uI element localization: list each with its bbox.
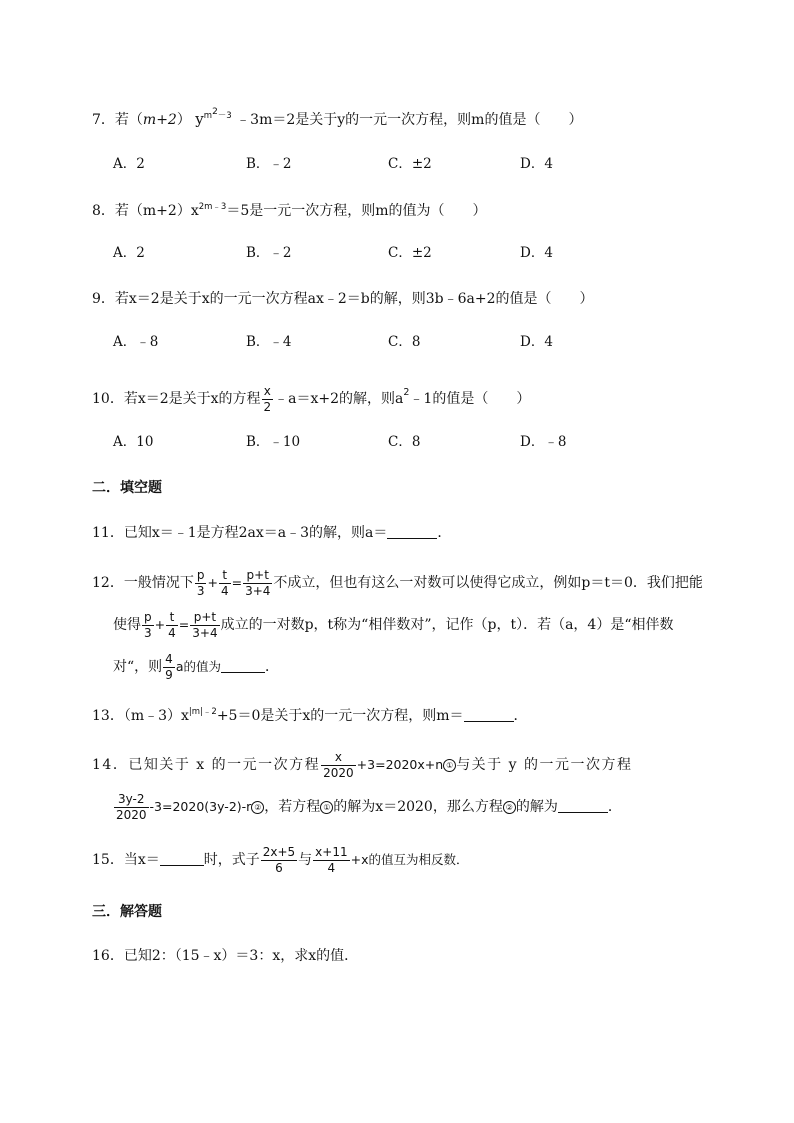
q12-fraction-p-2: $\frac{p}{3}$ xyxy=(144,609,152,640)
question-15 xyxy=(92,838,468,882)
question-16: 16．已知2：（15﹣x）＝3：x，求x的值． xyxy=(92,948,359,964)
q10-tail: ﹣1的值是（ ） xyxy=(409,391,531,407)
q10-option-b[interactable]: B．﹣10 xyxy=(246,434,301,450)
section-answer-heading: 三．解答题 xyxy=(92,904,162,920)
q8-body: ＝5是一元一次方程，则m的值为（ ） xyxy=(226,203,487,219)
q14-end: ． xyxy=(607,799,622,815)
q12-line1-text: 不成立，但也有这么一对数可以使得它成立，例如p＝t＝0．我们把能 xyxy=(273,575,703,591)
q15-and: 与 xyxy=(298,852,313,868)
q9-option-d[interactable]: D．4 xyxy=(520,334,553,350)
question-14-line-1 xyxy=(92,744,702,786)
q14-equation-2: -3=2020(3y-2)-r xyxy=(149,799,252,814)
q11-answer-blank[interactable] xyxy=(387,526,437,539)
question-11 xyxy=(92,526,451,540)
question-9: 9．若x＝2是关于x的一元一次方程ax﹣2＝b的解，则3b﹣6a+2的值是（ ） xyxy=(92,291,594,307)
q12-prefix: 12．一般情况下 xyxy=(92,575,194,591)
q7-exponent: m2－3 xyxy=(203,107,232,121)
q12-line2-text: 成立的一对数p，t称为“相伴数对”，记作（p，t）．若（a，4）是“相伴数 xyxy=(220,617,674,633)
q12-line2-prefix: 使得 xyxy=(113,617,141,633)
q8-option-d[interactable]: D．4 xyxy=(520,245,553,261)
q12-plus-2: + xyxy=(154,617,166,632)
q13-body: +5＝0是关于x的一元一次方程，则m＝ xyxy=(216,708,464,724)
q15-prefix: 15．当x＝ xyxy=(92,852,160,868)
question-13 xyxy=(92,708,528,723)
q8-option-b[interactable]: B．﹣2 xyxy=(246,245,292,261)
q12-equals: = xyxy=(231,575,243,590)
q11-end: ． xyxy=(437,525,452,541)
q15-body: +x的值互为相反数． xyxy=(350,852,469,867)
q12-line3-prefix: 对“，则 xyxy=(113,659,163,675)
q14-prefix: 14．已知关于 x 的一元一次方程 xyxy=(92,757,321,773)
q12-line3-text: a的值为 xyxy=(175,659,221,674)
q7-body: ﹣3m＝2是关于y的一元一次方程，则m的值是（ ） xyxy=(236,112,583,128)
q10-prefix: 10．若x＝2是关于x的方程 xyxy=(92,391,261,407)
q14-circle-2: ② xyxy=(251,801,264,814)
q8-exponent: 2m﹣3 xyxy=(198,202,227,212)
q14-circle-2-ref: ② xyxy=(503,801,516,814)
question-14-line-2 xyxy=(113,786,622,828)
q7-prefix: 7．若（ xyxy=(92,112,143,128)
q12-fraction-t: $\frac{t}{4}$ xyxy=(220,567,229,598)
q7-option-a[interactable]: A．2 xyxy=(113,156,145,172)
q8-option-a[interactable]: A．2 xyxy=(113,245,145,261)
q10-sup: 2 xyxy=(403,387,410,398)
q8-prefix: 8．若（m+2）x xyxy=(92,203,199,219)
question-8 xyxy=(92,203,487,218)
q10-fraction: $\frac{x}{2}$ xyxy=(263,383,272,414)
q12-fraction-sum-2: $\frac{p+t}{3+4}$ xyxy=(192,609,218,640)
q14-equation-1: +3=2020x+n xyxy=(356,757,444,772)
q12-fraction-sum: $\frac{p+t}{3+4}$ xyxy=(245,567,271,598)
q14-line2-c: 的解为 xyxy=(515,799,558,815)
q13-prefix: 13．（m﹣3）x xyxy=(92,708,189,724)
q9-option-a[interactable]: A．﹣8 xyxy=(113,334,159,350)
question-12-line-1 xyxy=(92,561,703,605)
q12-fraction-t-2: $\frac{t}{4}$ xyxy=(168,609,176,640)
q10-body: ﹣a＝x+2的解，则a xyxy=(274,391,404,407)
q14-circle-1-ref: ① xyxy=(320,801,333,814)
q12-plus: + xyxy=(207,575,218,590)
q12-equals-2: = xyxy=(178,617,190,632)
q7-option-d[interactable]: D．4 xyxy=(520,156,553,172)
q9-option-b[interactable]: B．﹣4 xyxy=(246,334,292,350)
q7-m-plus: m+2 xyxy=(142,112,177,128)
q7-option-c[interactable]: C．±2 xyxy=(388,156,432,172)
q8-option-c[interactable]: C．±2 xyxy=(388,245,432,261)
section-fill-in-heading: 二．填空题 xyxy=(92,480,162,496)
q14-line2-a: ，若方程 xyxy=(264,799,321,815)
q14-line2-b: 的解为x＝2020，那么方程 xyxy=(333,799,503,815)
q10-option-a[interactable]: A．10 xyxy=(113,434,154,450)
q15-answer-blank[interactable] xyxy=(160,853,204,866)
q14-line1-text: 与关于 y 的一元一次方程 xyxy=(456,757,633,773)
q9-option-c[interactable]: C．8 xyxy=(388,334,421,350)
q13-answer-blank[interactable] xyxy=(464,709,514,722)
q12-end: ． xyxy=(264,659,279,675)
q12-fraction-p: $\frac{p}{3}$ xyxy=(196,567,205,598)
question-12-line-2 xyxy=(113,603,673,647)
q15-mid: 时，式子 xyxy=(203,852,260,868)
q14-fraction-x: $\frac{x}{2020}$ xyxy=(323,749,354,780)
q14-fraction-3y: $\frac{3y-2}{2020}$ xyxy=(116,791,147,822)
q12-answer-blank[interactable] xyxy=(221,660,265,673)
q15-fraction-1: $\frac{2x+5}{6}$ xyxy=(262,844,296,875)
q7-option-b[interactable]: B．﹣2 xyxy=(246,156,292,172)
q7-base: y xyxy=(195,110,204,128)
q12-fraction-4-9: $\frac{4}{9}$ xyxy=(165,651,173,682)
q13-end: ． xyxy=(513,708,528,724)
q15-fraction-2: $\frac{x+11}{4}$ xyxy=(315,844,348,875)
q11-body: 11．已知x＝﹣1是方程2ax＝a﹣3的解，则a＝ xyxy=(92,525,388,541)
q13-exponent: |m|﹣2 xyxy=(188,707,217,717)
q10-option-d[interactable]: D．﹣8 xyxy=(520,434,567,450)
q10-option-c[interactable]: C．8 xyxy=(388,434,421,450)
question-7 xyxy=(92,108,582,127)
q7-close: ） xyxy=(176,112,191,128)
question-12-line-3 xyxy=(113,645,279,689)
question-10 xyxy=(92,372,530,420)
q14-circle-1: ① xyxy=(443,759,456,772)
q14-answer-blank[interactable] xyxy=(558,800,608,813)
